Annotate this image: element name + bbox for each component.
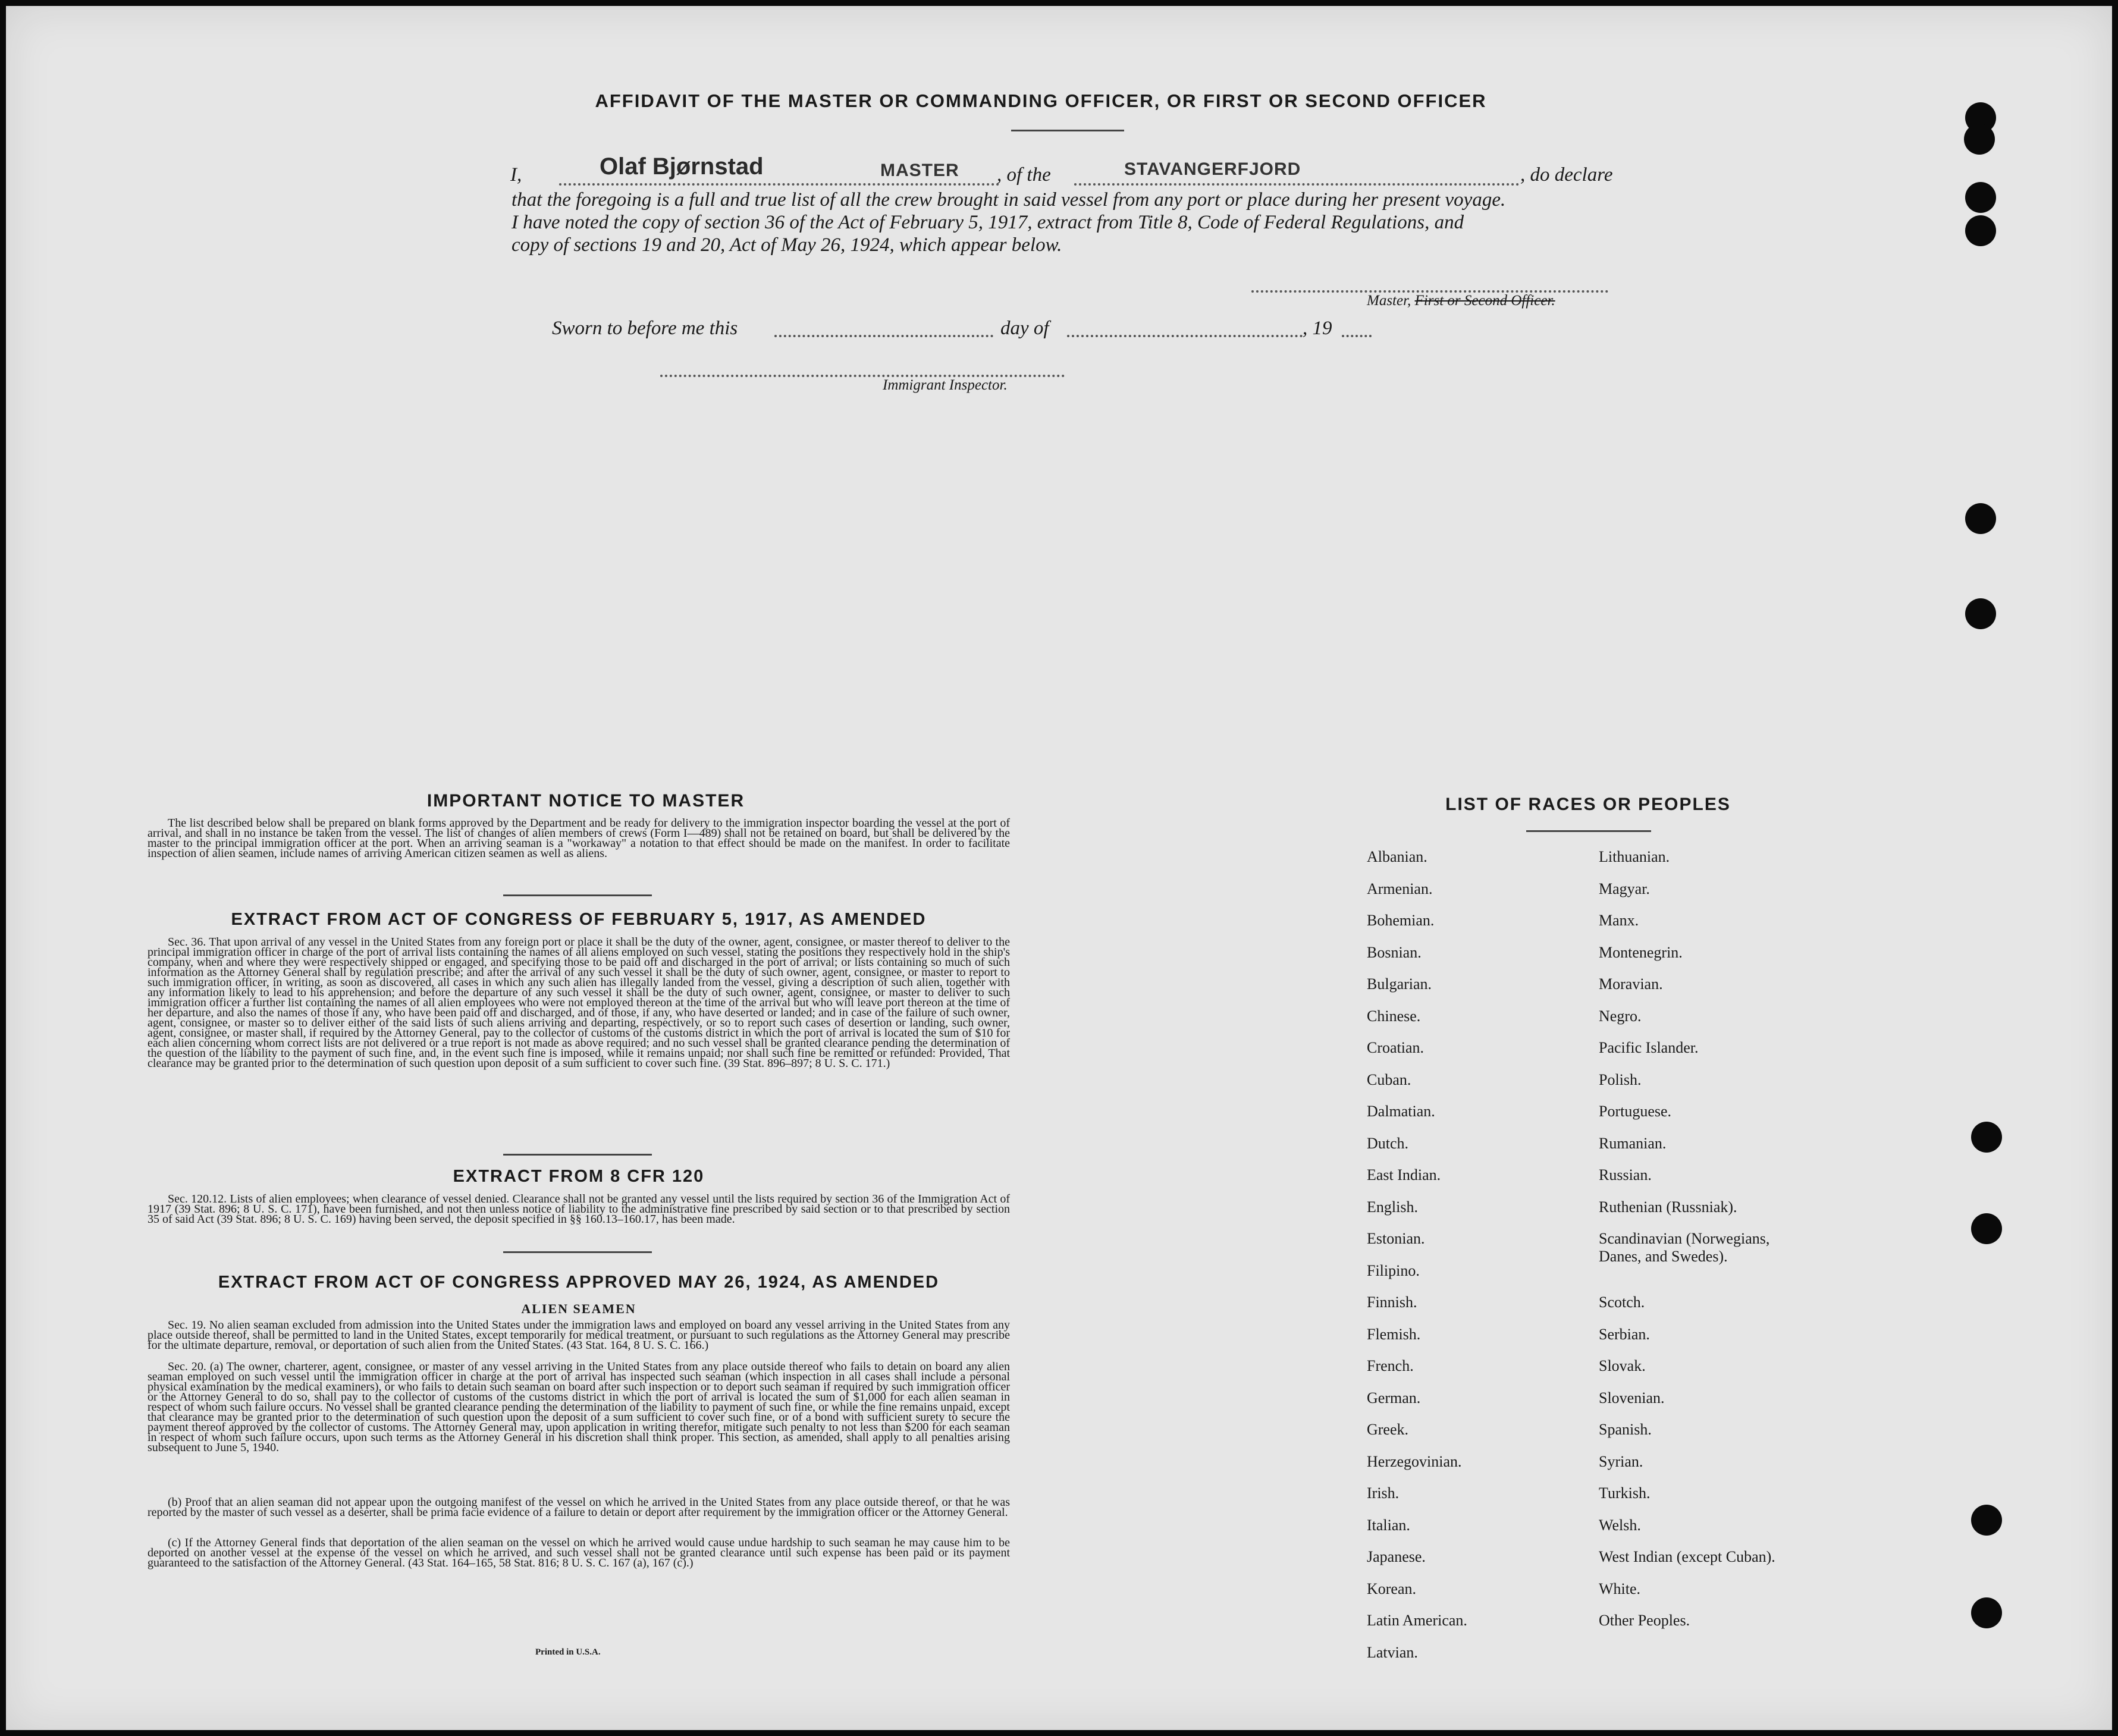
affidavit-line-3: I have noted the copy of section 36 of the Act of February 5, 1917, extract from Title 8, Code of Federal Regulations, and bbox=[512, 212, 1464, 233]
races-column-2 bbox=[1599, 848, 1775, 1644]
race-item: Polish. bbox=[1599, 1071, 1642, 1088]
race-item: Moravian. bbox=[1599, 975, 1663, 993]
day-of-label: day of bbox=[1000, 318, 1049, 339]
race-item: Cuban. bbox=[1367, 1071, 1411, 1088]
race-item: Montenegrin. bbox=[1599, 943, 1683, 961]
race-item: French. bbox=[1367, 1357, 1414, 1374]
race-item: East Indian. bbox=[1367, 1166, 1441, 1184]
race-item: Slovak. bbox=[1599, 1357, 1646, 1374]
race-item: Irish. bbox=[1367, 1484, 1400, 1502]
notice-body: The list described below shall be prepared on blank forms approved by the Department and be ready for delivery to the immigration inspector boarding the vessel at the port of arrival, and shall in no instance be taken from the vessel. The list of changes of alien members of crews (Form I—489) shall not be retained on board, but shall be delivered by the master to the principal immigration officer at the port. When an arriving seaman is a "workaway" a notation to that effect should be made on the manifest. In order to facilitate inspection of alien seamen, include names of arriving American citizen seamen as well as aliens. bbox=[148, 817, 1010, 860]
sec-20b-text: (b) Proof that an alien seaman did not appear upon the outgoing manifest of the vessel on which he arrived in the United States from any place outside thereof, or that he was reported by the master of such vessel as a deserter, shall be prima facie evidence of a failure to detain or deport after requirement by the immigration officer or the Attorney General. bbox=[148, 1496, 1010, 1519]
race-item: Magyar. bbox=[1599, 880, 1650, 897]
divider-1 bbox=[503, 894, 652, 896]
extract-cfr-body: Sec. 120.12. Lists of alien employees; when clearance of vessel denied. Clearance shall not be granted any vessel until the lists required by section 36 of the Immigration Act of 1917 (39 Stat. 896; 8 U. S. C. 171), have been furnished, and not then unless notice of liability to the administrative fine prescribed by said section or to that prescribed by section 35 of said Act (39 Stat. 896; 8 U. S. C. 169) having been served, the deposit specified in §§ 160.13–160.17, has been made. bbox=[148, 1192, 1010, 1226]
binder-hole bbox=[1971, 1122, 2002, 1153]
binder-hole bbox=[1965, 215, 1996, 246]
printed-in-usa: Printed in U.S.A. bbox=[535, 1647, 601, 1657]
binder-hole bbox=[1971, 1505, 2002, 1536]
race-item: Lithuanian. bbox=[1599, 848, 1670, 865]
race-item: Herzegovinian. bbox=[1367, 1452, 1462, 1470]
race-item: Latvian. bbox=[1367, 1643, 1418, 1661]
affidavit-line-2: that the foregoing is a full and true list of all the crew brought in said vessel from any port or place during her present voyage. bbox=[512, 189, 1506, 211]
year-blank bbox=[1342, 335, 1372, 337]
affidavit-of-the: , of the bbox=[997, 164, 1051, 186]
extract-cfr-title: EXTRACT FROM 8 CFR 120 bbox=[453, 1167, 705, 1186]
race-item: Bosnian. bbox=[1367, 943, 1422, 961]
extract-1917-body: Sec. 36. That upon arrival of any vessel in the United States from any foreign port or place it shall be the duty of the owner, agent, consignee, or master thereof to deliver to the principal immigration officer in charge of the port of arrival lists containing the names of all aliens employed on such vessel, stating the positions they respectively hold in the ship's company, when and where they were respectively shipped or engaged, and specifying those to be paid off and discharged in the port of arrival; or lists containing so much of such information as the Attorney General shall by regulation prescribe; and after the arrival of any such vessel it shall be the duty of such owner, agent, consignee, or master to report to such immigration officer, in writing, as soon as discovered, all cases in which any such alien has illegally landed from the vessel, giving a description of such alien, together with any information likely to lead to his apprehension; and before the departure of any such vessel it shall be the duty of such owner, agent, consignee, or master to deliver to such immigration officer a further list containing the names of all alien employees who were not employed thereon at the time of the arrival but who will leave port thereon at the time of her departure, and also the names of those if any, who have been paid off and discharged, and of those, if any, who have deserted or landed; and in case of the failure of such owner, agent, consignee, or master so to deliver either of the said lists of such aliens arriving and departing, respectively, or so to report such cases of desertion or landing, such owner, agent, consignee, or master shall, if required by the Attorney General, pay to the collector of customs of the customs district in which the port of arrival is located the sum of $10 for each alien concerning whom correct lists are not delivered or a true report is not made as above required; and no such vessel shall be granted clearance pending the determination of the question of the liability to the payment of such fine, and, in the event such fine is imposed, while it remains unpaid; nor shall such fine be remitted or refunded: Provided, That clearance may be granted prior to the determination of such question upon deposit of a sum sufficient to cover such fine. (39 Stat. 896–897; 8 U. S. C. 171.) bbox=[148, 936, 1010, 1070]
binder-hole bbox=[1971, 1213, 2002, 1244]
race-item: Serbian. bbox=[1599, 1325, 1650, 1343]
race-item: White. bbox=[1599, 1580, 1641, 1597]
sworn-label: Sworn to before me this bbox=[552, 318, 738, 339]
race-item: Slovenian. bbox=[1599, 1389, 1665, 1407]
binder-hole bbox=[1965, 503, 1996, 534]
binder-hole bbox=[1965, 598, 1996, 629]
year-label: , 19 bbox=[1303, 318, 1332, 339]
race-item: Scandinavian (Norwegians, Danes, and Swedes). bbox=[1599, 1230, 1770, 1265]
affidavit-i-label: I, bbox=[510, 164, 522, 186]
binder-hole bbox=[1971, 1597, 2002, 1628]
affidavit-line-4: copy of sections 19 and 20, Act of May 26, 1924, which appear below. bbox=[512, 234, 1062, 256]
race-item: Bohemian. bbox=[1367, 912, 1435, 929]
race-item: Rumanian. bbox=[1599, 1134, 1667, 1152]
race-item: Greek. bbox=[1367, 1421, 1409, 1438]
race-item: Korean. bbox=[1367, 1580, 1417, 1597]
race-item: Negro. bbox=[1599, 1007, 1642, 1025]
races-divider bbox=[1526, 830, 1651, 832]
binder-hole bbox=[1965, 182, 1996, 213]
vessel-name: STAVANGERFJORD bbox=[1124, 159, 1301, 179]
races-column-1 bbox=[1367, 848, 1467, 1675]
race-item: West Indian (except Cuban). bbox=[1599, 1548, 1775, 1565]
divider-2 bbox=[503, 1154, 652, 1156]
master-signature-caption bbox=[1367, 293, 1555, 309]
race-item: Bulgarian. bbox=[1367, 975, 1432, 993]
document-page bbox=[6, 6, 2112, 1730]
notice-title: IMPORTANT NOTICE TO MASTER bbox=[426, 791, 745, 811]
race-item: Albanian. bbox=[1367, 848, 1427, 865]
race-item: Dalmatian. bbox=[1367, 1103, 1435, 1120]
extract-1917-title: EXTRACT FROM ACT OF CONGRESS OF FEBRUARY 5, 1917, AS AMENDED bbox=[231, 910, 927, 929]
race-item: Syrian. bbox=[1599, 1452, 1643, 1470]
extract-1924-title: EXTRACT FROM ACT OF CONGRESS APPROVED MAY 26, 1924, AS AMENDED bbox=[218, 1273, 940, 1292]
race-item: Manx. bbox=[1599, 912, 1639, 929]
race-item: Russian. bbox=[1599, 1166, 1652, 1184]
race-item: Pacific Islander. bbox=[1599, 1039, 1699, 1056]
race-item: Dutch. bbox=[1367, 1134, 1409, 1152]
race-item: Scotch. bbox=[1599, 1294, 1645, 1311]
race-item: English. bbox=[1367, 1198, 1418, 1216]
sec-19-text: Sec. 19. No alien seaman excluded from admission into the United States under the immigration laws and employed on board any vessel arriving in the United States from any place outside thereof, shall be permitted to land in the United States, except temporarily for medical treatment, or pursuant to such regulations as the Attorney General may prescribe for the ultimate departure, removal, or deportation of such alien from the United States. (43 Stat. 164, 8 U. S. C. 166.) bbox=[148, 1319, 1010, 1352]
race-item: Spanish. bbox=[1599, 1421, 1652, 1438]
race-item: Chinese. bbox=[1367, 1007, 1421, 1025]
affidavit-do-declare: , do declare bbox=[1520, 164, 1613, 186]
divider-3 bbox=[503, 1251, 652, 1253]
race-item: Ruthenian (Russniak). bbox=[1599, 1198, 1737, 1216]
alien-seamen-subtitle: ALIEN SEAMEN bbox=[521, 1301, 636, 1316]
title-divider bbox=[1011, 130, 1124, 131]
race-item: Armenian. bbox=[1367, 880, 1433, 897]
race-item: Croatian. bbox=[1367, 1039, 1424, 1056]
sworn-day-blank bbox=[774, 335, 993, 337]
caption-master: Master, bbox=[1367, 293, 1411, 309]
race-item: Flemish. bbox=[1367, 1325, 1421, 1343]
race-item: Welsh. bbox=[1599, 1516, 1641, 1534]
master-name: Olaf Bjørnstad bbox=[600, 153, 764, 180]
sec-20c-text: (c) If the Attorney General finds that deportation of the alien seaman on the vessel on which he arrived would cause undue hardship to such seaman he may cause him to be deported on another vessel at the expense of the vessel on which he arrived, and such vessel shall not be granted clearance until such expense has been paid or its payment guaranteed to the satisfaction of the Attorney General. (43 Stat. 164–165, 58 Stat. 816; 8 U. S. C. 167 (a), 167 (c).) bbox=[148, 1536, 1010, 1569]
race-item: Japanese. bbox=[1367, 1548, 1426, 1565]
affidavit-title: AFFIDAVIT OF THE MASTER OR COMMANDING OFFICER, OR FIRST OR SECOND OFFICER bbox=[595, 90, 1487, 111]
rank-stamp: MASTER bbox=[880, 161, 959, 180]
race-item: Italian. bbox=[1367, 1516, 1410, 1534]
race-item: German. bbox=[1367, 1389, 1421, 1407]
sworn-month-blank bbox=[1067, 335, 1303, 337]
race-item: Finnish. bbox=[1367, 1294, 1417, 1311]
inspector-caption: Immigrant Inspector. bbox=[883, 377, 1008, 393]
sec-20a-text: Sec. 20. (a) The owner, charterer, agent, consignee, or master of any vessel arriving in the United States from any place outside thereof who fails to detain on board any alien seaman employed on such vessel until the immigration officer in charge at the port of arrival has inspected such seaman (which inspection in all cases shall include a personal physical examination by the medical examiners), or who fails to detain such seaman on board after such inspection or to deport such seaman if required by such immigration officer or the Attorney General to do so, shall pay to the collector of customs of the customs district in which the port of arrival is located the sum of $1,000 for each alien seaman in respect of whom such failure occurs. No vessel shall be granted clearance pending the determination of the liability to payment of such fine, or while the fine remains unpaid, except that clearance may be granted prior to the determination of such question upon the deposit of a sum sufficient to cover such fine, or of a bond with sufficient surety to secure the payment thereof approved by the collector of customs. The Attorney General may, upon application in writing therefor, mitigate such penalty to not less than $200 for each seaman in respect of whom such failure occurs, upon such terms as the Attorney General in his discretion shall think proper. This section, as amended, shall apply to all penalties arising subsequent to June 5, 1940. bbox=[148, 1360, 1010, 1454]
race-item: Turkish. bbox=[1599, 1484, 1651, 1502]
race-item: Other Peoples. bbox=[1599, 1612, 1690, 1629]
race-item: Portuguese. bbox=[1599, 1103, 1672, 1120]
race-item: Latin American. bbox=[1367, 1612, 1467, 1629]
caption-struck-officer: First or Second Officer. bbox=[1414, 293, 1555, 309]
race-item: Estonian. bbox=[1367, 1230, 1425, 1247]
race-item: Filipino. bbox=[1367, 1261, 1420, 1279]
binder-hole bbox=[1964, 124, 1995, 155]
races-title: LIST OF RACES OR PEOPLES bbox=[1445, 795, 1731, 814]
